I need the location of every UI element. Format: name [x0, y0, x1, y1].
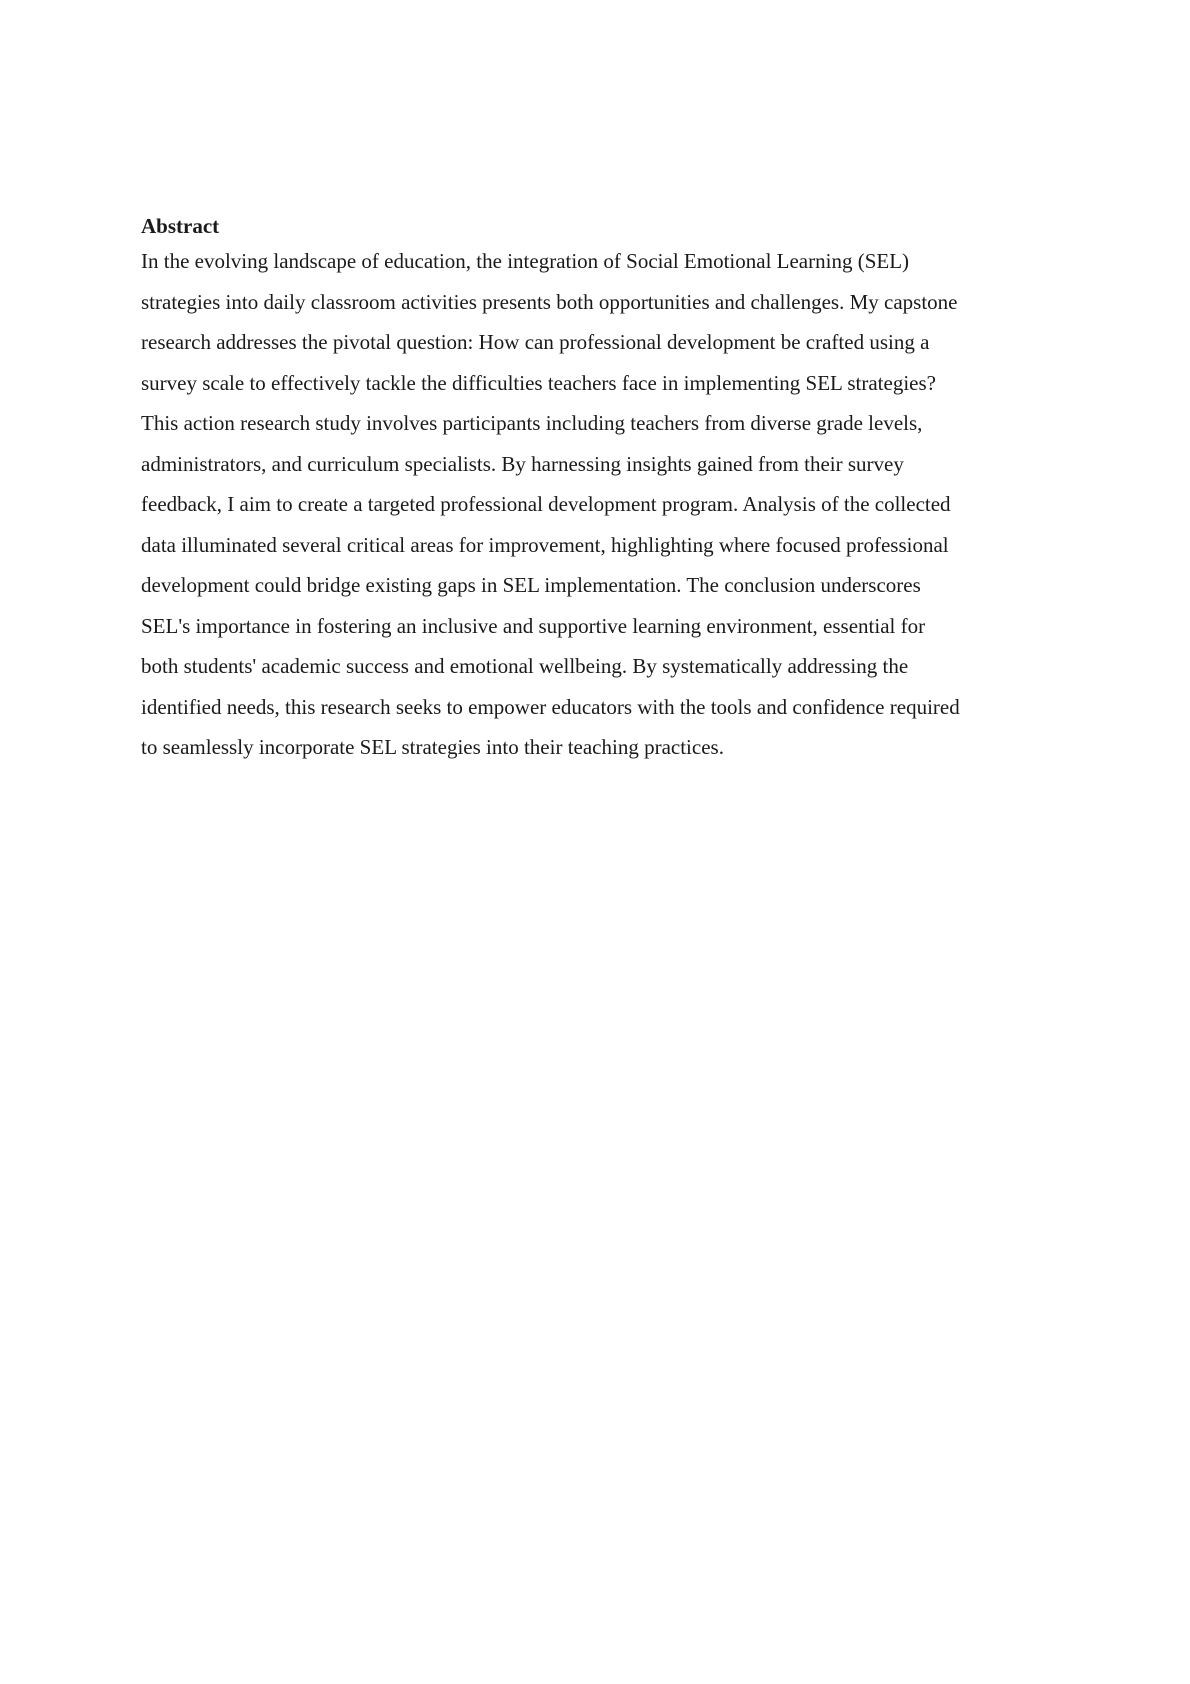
abstract-line: identified needs, this research seeks to empower educators with the tools and confidence required: [141, 694, 960, 719]
abstract-line: to seamlessly incorporate SEL strategies into their teaching practices.: [141, 735, 724, 759]
abstract-line: research addresses the pivotal question: How can professional development be crafted using a: [141, 330, 930, 354]
abstract-line: survey scale to effectively tackle the difficulties teachers face in implementing SEL strategies?: [141, 370, 936, 395]
abstract-line: development could bridge existing gaps in SEL implementation. The conclusion underscores: [141, 573, 921, 597]
abstract-line: This action research study involves participants including teachers from diverse grade levels,: [141, 411, 923, 435]
abstract-line: strategies into daily classroom activities presents both opportunities and challenges. My capstone: [141, 289, 958, 314]
abstract-line: administrators, and curriculum specialists. By harnessing insights gained from their survey: [141, 451, 904, 476]
abstract-line: feedback, I aim to create a targeted professional development program. Analysis of the collected: [141, 492, 951, 516]
abstract-line: SEL's importance in fostering an inclusive and supportive learning environment, essential for: [141, 613, 926, 638]
abstract-line: both students' academic success and emotional wellbeing. By systematically addressing the: [141, 654, 909, 678]
abstract-line: In the evolving landscape of education, the integration of Social Emotional Learning (SEL): [141, 249, 910, 273]
abstract-body: [141, 241, 1061, 768]
abstract-section: [141, 211, 1061, 768]
abstract-line: data illuminated several critical areas for improvement, highlighting where focused professional: [141, 532, 949, 557]
abstract-heading: Abstract: [141, 214, 220, 238]
